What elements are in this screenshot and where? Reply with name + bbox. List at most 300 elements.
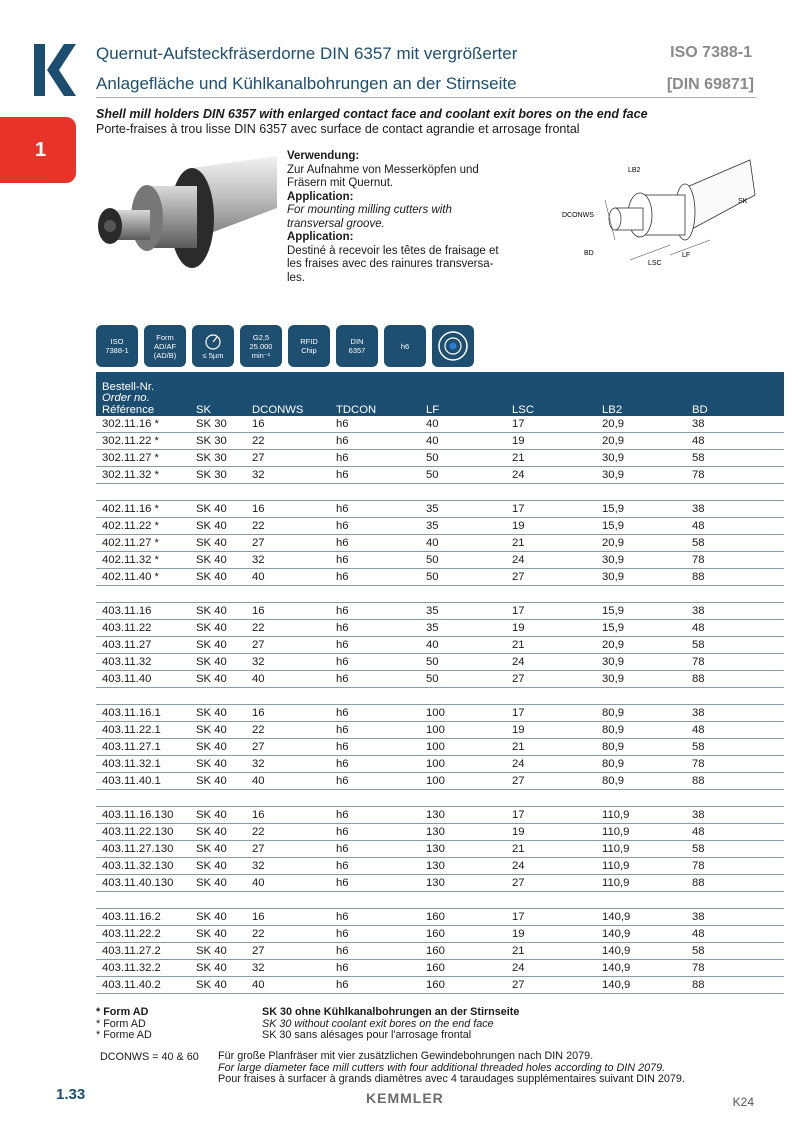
rfid-icon: RFID Chip: [288, 325, 330, 367]
table-cell: 38: [686, 603, 784, 620]
table-cell: h6: [330, 977, 420, 994]
product-photo: [92, 148, 282, 278]
table-cell: 88: [686, 977, 784, 994]
product-table: [96, 372, 784, 994]
table-cell: SK 40: [190, 977, 246, 994]
table-cell: 21: [506, 739, 596, 756]
application-de-line2: Fräsern mit Quernut.: [287, 177, 394, 189]
table-cell: 15,9: [596, 603, 686, 620]
table-cell: 403.11.32.130: [96, 858, 190, 875]
table-row: [96, 501, 784, 518]
table-cell: SK 40: [190, 637, 246, 654]
tolerance-icon: h6: [384, 325, 426, 367]
header-divider: [96, 97, 756, 98]
table-cell: 110,9: [596, 824, 686, 841]
table-cell: 16: [246, 909, 330, 926]
application-fr-heading: Application:: [287, 231, 354, 243]
table-row: [96, 841, 784, 858]
table-cell: 100: [420, 773, 506, 790]
table-cell: h6: [330, 875, 420, 892]
table-cell: 15,9: [596, 620, 686, 637]
table-cell: h6: [330, 739, 420, 756]
table-cell: 32: [246, 467, 330, 484]
table-cell: 30,9: [596, 569, 686, 586]
table-cell: 40: [246, 773, 330, 790]
table-cell: 403.11.27.1: [96, 739, 190, 756]
standard-iso: ISO 7388-1: [670, 44, 752, 61]
table-cell: 32: [246, 756, 330, 773]
table-cell: 30,9: [596, 467, 686, 484]
table-cell: 403.11.22: [96, 620, 190, 637]
table-cell: h6: [330, 773, 420, 790]
application-de-heading: Verwendung:: [287, 150, 360, 162]
table-cell: h6: [330, 841, 420, 858]
brand-name: KEMMLER: [366, 1090, 444, 1106]
application-fr-line2: les fraises avec des rainures transversa-: [287, 258, 494, 270]
table-row: [96, 926, 784, 943]
table-cell: 402.11.22 *: [96, 518, 190, 535]
table-cell: 27: [506, 671, 596, 688]
table-cell: 16: [246, 501, 330, 518]
page-title-line2: Anlagefläche und Kühlkanalbohrungen an der Stirnseite: [96, 74, 517, 93]
table-cell: 38: [686, 807, 784, 824]
table-cell: 40: [246, 671, 330, 688]
table-cell: SK 40: [190, 841, 246, 858]
table-row: [96, 960, 784, 977]
table-cell: 35: [420, 603, 506, 620]
table-cell: 20,9: [596, 433, 686, 450]
table-cell: SK 40: [190, 926, 246, 943]
table-spacer: [96, 586, 784, 603]
table-row: [96, 467, 784, 484]
table-cell: 403.11.16.130: [96, 807, 190, 824]
table-cell: h6: [330, 722, 420, 739]
table-row: [96, 739, 784, 756]
table-cell: 40: [420, 535, 506, 552]
table-cell: 302.11.27 *: [96, 450, 190, 467]
table-cell: SK 40: [190, 654, 246, 671]
table-cell: 58: [686, 943, 784, 960]
application-en-line2: transversal groove.: [287, 217, 385, 230]
standard-din: [DIN 69871]: [666, 76, 754, 93]
table-cell: 24: [506, 654, 596, 671]
page-title-line1: Quernut-Aufsteckfräserdorne DIN 6357 mit vergrößerter: [96, 44, 518, 63]
table-cell: 50: [420, 671, 506, 688]
table-cell: 140,9: [596, 909, 686, 926]
table-row: [96, 637, 784, 654]
table-cell: 48: [686, 926, 784, 943]
drawing-label-dconws: DCONWS: [562, 212, 594, 219]
table-cell: 402.11.32 *: [96, 552, 190, 569]
table-cell: 27: [246, 535, 330, 552]
table-spacer: [96, 688, 784, 705]
table-cell: 35: [420, 501, 506, 518]
table-cell: 17: [506, 416, 596, 433]
table-cell: SK 40: [190, 960, 246, 977]
table-cell: 78: [686, 654, 784, 671]
table-cell: 20,9: [596, 416, 686, 433]
runout-icon: ≤ 5µm: [192, 325, 234, 367]
table-cell: 40: [246, 977, 330, 994]
table-cell: 110,9: [596, 858, 686, 875]
table-cell: 19: [506, 722, 596, 739]
table-cell: SK 30: [190, 467, 246, 484]
col-lf: LF: [420, 372, 506, 416]
table-cell: 27: [506, 977, 596, 994]
table-cell: 22: [246, 433, 330, 450]
table-cell: SK 40: [190, 569, 246, 586]
table-row: [96, 722, 784, 739]
table-cell: h6: [330, 926, 420, 943]
application-fr-line1: Destiné à recevoir les têtes de fraisage et: [287, 244, 499, 257]
table-cell: 88: [686, 671, 784, 688]
table-cell: 50: [420, 467, 506, 484]
table-cell: 27: [506, 773, 596, 790]
application-en-heading: Application:: [287, 190, 354, 203]
table-cell: 24: [506, 756, 596, 773]
table-cell: SK 40: [190, 943, 246, 960]
table-cell: 88: [686, 875, 784, 892]
drawing-label-sk: SK: [738, 198, 748, 205]
table-cell: 48: [686, 433, 784, 450]
table-cell: 19: [506, 620, 596, 637]
table-cell: h6: [330, 501, 420, 518]
table-cell: 22: [246, 824, 330, 841]
table-cell: 130: [420, 841, 506, 858]
table-cell: 15,9: [596, 501, 686, 518]
table-cell: 403.11.40.1: [96, 773, 190, 790]
table-cell: 403.11.40.2: [96, 977, 190, 994]
table-cell: 38: [686, 501, 784, 518]
table-row: [96, 671, 784, 688]
table-cell: 403.11.27: [96, 637, 190, 654]
dconws-note: Für große Planfräser mit vier zusätzlichen Gewindebohrungen nach DIN 2079. For large diameter face mill cutters with four additional threaded holes according to DIN 2079. Pour fraises à surfacer à grands diamètres avec 4 taraudages supplémentaires suivant DIN 2079.: [218, 1050, 685, 1085]
table-cell: 100: [420, 722, 506, 739]
table-cell: 24: [506, 960, 596, 977]
table-cell: 30,9: [596, 671, 686, 688]
page-number: 1.33: [56, 1086, 86, 1103]
table-cell: 16: [246, 705, 330, 722]
table-cell: 160: [420, 926, 506, 943]
table-cell: 50: [420, 569, 506, 586]
table-cell: 21: [506, 450, 596, 467]
table-cell: SK 40: [190, 739, 246, 756]
table-cell: 403.11.27.130: [96, 841, 190, 858]
table-header: Bestell-Nr. Order no. Référence SK DCONWS TDCON LF LSC LB2 BD: [96, 372, 784, 416]
table-row: [96, 654, 784, 671]
table-row: [96, 620, 784, 637]
table-cell: 140,9: [596, 977, 686, 994]
table-cell: 100: [420, 756, 506, 773]
table-cell: h6: [330, 450, 420, 467]
table-cell: 100: [420, 739, 506, 756]
table-cell: 403.11.16.2: [96, 909, 190, 926]
table-cell: 19: [506, 926, 596, 943]
table-cell: 22: [246, 620, 330, 637]
table-cell: 40: [420, 416, 506, 433]
table-cell: h6: [330, 552, 420, 569]
table-cell: 19: [506, 518, 596, 535]
table-cell: h6: [330, 637, 420, 654]
table-cell: 130: [420, 875, 506, 892]
table-cell: 110,9: [596, 841, 686, 858]
table-row: [96, 807, 784, 824]
table-cell: 24: [506, 467, 596, 484]
table-row: [96, 875, 784, 892]
table-cell: SK 40: [190, 722, 246, 739]
dconws-note-label: DCONWS = 40 & 60: [100, 1051, 199, 1063]
table-cell: 17: [506, 501, 596, 518]
table-cell: 160: [420, 909, 506, 926]
col-lb2: LB2: [596, 372, 686, 416]
table-cell: 16: [246, 807, 330, 824]
table-cell: 15,9: [596, 518, 686, 535]
table-cell: h6: [330, 654, 420, 671]
table-row: [96, 416, 784, 433]
table-row: [96, 858, 784, 875]
table-cell: 20,9: [596, 637, 686, 654]
table-cell: 58: [686, 637, 784, 654]
table-cell: 88: [686, 773, 784, 790]
table-cell: 22: [246, 518, 330, 535]
table-cell: 48: [686, 620, 784, 637]
table-cell: 48: [686, 518, 784, 535]
table-cell: h6: [330, 858, 420, 875]
table-spacer: [96, 790, 784, 807]
table-cell: SK 40: [190, 858, 246, 875]
table-cell: 58: [686, 535, 784, 552]
table-row: [96, 943, 784, 960]
table-cell: h6: [330, 603, 420, 620]
table-row: [96, 773, 784, 790]
table-cell: 160: [420, 977, 506, 994]
table-cell: SK 40: [190, 875, 246, 892]
table-cell: 38: [686, 416, 784, 433]
table-cell: SK 40: [190, 773, 246, 790]
application-de-line1: Zur Aufnahme von Messerköpfen und: [287, 163, 479, 176]
table-cell: 48: [686, 722, 784, 739]
table-cell: 17: [506, 909, 596, 926]
application-en-line1: For mounting milling cutters with: [287, 204, 452, 216]
table-cell: 27: [246, 841, 330, 858]
table-cell: SK 40: [190, 535, 246, 552]
table-cell: h6: [330, 909, 420, 926]
notes-form: * Form AD * Form AD * Forme AD: [96, 1006, 152, 1041]
din-icon: DIN 6357: [336, 325, 378, 367]
drawing-label-bd: BD: [584, 250, 594, 257]
table-cell: 78: [686, 552, 784, 569]
table-cell: 403.11.27.2: [96, 943, 190, 960]
table-cell: 21: [506, 943, 596, 960]
table-cell: SK 40: [190, 807, 246, 824]
col-lsc: LSC: [506, 372, 596, 416]
table-cell: 110,9: [596, 807, 686, 824]
coolant-icon: [432, 325, 474, 367]
table-cell: 24: [506, 858, 596, 875]
table-cell: 38: [686, 705, 784, 722]
table-cell: 40: [246, 569, 330, 586]
table-cell: 27: [246, 739, 330, 756]
table-cell: 21: [506, 637, 596, 654]
table-cell: 140,9: [596, 926, 686, 943]
table-cell: 80,9: [596, 773, 686, 790]
table-cell: h6: [330, 433, 420, 450]
section-tab-label: 1: [35, 139, 47, 161]
table-cell: SK 40: [190, 909, 246, 926]
table-cell: 302.11.22 *: [96, 433, 190, 450]
table-cell: h6: [330, 569, 420, 586]
notes-sk30: SK 30 ohne Kühlkanalbohrungen an der Stirnseite SK 30 without coolant exit bores on the end face SK 30 sans alésages pour l'arrosage frontal: [262, 1006, 520, 1041]
drawing-label-lb2: LB2: [628, 167, 641, 174]
table-cell: 17: [506, 807, 596, 824]
table-cell: 58: [686, 841, 784, 858]
drawing-label-lsc: LSC: [648, 260, 662, 267]
table-cell: 403.11.22.2: [96, 926, 190, 943]
col-dconws: DCONWS: [246, 372, 330, 416]
col-bd: BD: [686, 372, 784, 416]
table-cell: 302.11.32 *: [96, 467, 190, 484]
table-cell: SK 40: [190, 824, 246, 841]
table-cell: h6: [330, 416, 420, 433]
table-row: [96, 603, 784, 620]
table-cell: h6: [330, 705, 420, 722]
table-cell: 32: [246, 858, 330, 875]
table-spacer: [96, 484, 784, 501]
table-cell: 402.11.40 *: [96, 569, 190, 586]
table-cell: 140,9: [596, 960, 686, 977]
form-icon: Form AD/AF (AD/B): [144, 325, 186, 367]
table-cell: 403.11.32.1: [96, 756, 190, 773]
table-cell: 35: [420, 620, 506, 637]
table-row: [96, 909, 784, 926]
table-cell: 58: [686, 739, 784, 756]
table-cell: SK 40: [190, 501, 246, 518]
table-cell: 24: [506, 552, 596, 569]
table-cell: 48: [686, 824, 784, 841]
table-cell: 22: [246, 722, 330, 739]
table-cell: 80,9: [596, 739, 686, 756]
table-cell: 403.11.32: [96, 654, 190, 671]
table-cell: 16: [246, 416, 330, 433]
subtitle-en: Shell mill holders DIN 6357 with enlarged contact face and coolant exit bores on the end face: [96, 107, 648, 121]
table-cell: 100: [420, 705, 506, 722]
table-cell: 403.11.16.1: [96, 705, 190, 722]
table-cell: 403.11.16: [96, 603, 190, 620]
table-row: [96, 569, 784, 586]
table-cell: 403.11.40: [96, 671, 190, 688]
table-cell: 403.11.22.1: [96, 722, 190, 739]
table-cell: 88: [686, 569, 784, 586]
table-cell: SK 40: [190, 518, 246, 535]
table-cell: h6: [330, 807, 420, 824]
table-cell: SK 40: [190, 620, 246, 637]
application-text: [287, 150, 527, 285]
table-cell: 50: [420, 654, 506, 671]
table-cell: 58: [686, 450, 784, 467]
table-cell: SK 40: [190, 705, 246, 722]
table-cell: 402.11.27 *: [96, 535, 190, 552]
table-cell: 27: [246, 943, 330, 960]
table-cell: 30,9: [596, 552, 686, 569]
table-cell: 32: [246, 552, 330, 569]
table-cell: 40: [246, 875, 330, 892]
catalog-code: K24: [732, 1095, 754, 1109]
table-cell: 38: [686, 909, 784, 926]
application-fr-line3: les.: [287, 271, 305, 284]
table-cell: SK 40: [190, 756, 246, 773]
table-row: [96, 824, 784, 841]
table-row: [96, 552, 784, 569]
table-cell: 19: [506, 824, 596, 841]
table-cell: 160: [420, 943, 506, 960]
balance-icon: G2,5 25.000 min⁻¹: [240, 325, 282, 367]
section-tab[interactable]: [0, 117, 76, 183]
table-cell: 27: [506, 569, 596, 586]
table-cell: 32: [246, 654, 330, 671]
table-cell: h6: [330, 960, 420, 977]
table-cell: 30,9: [596, 450, 686, 467]
table-cell: 403.11.32.2: [96, 960, 190, 977]
table-cell: 22: [246, 926, 330, 943]
table-cell: 30,9: [596, 654, 686, 671]
table-cell: h6: [330, 671, 420, 688]
table-row: [96, 756, 784, 773]
table-cell: SK 30: [190, 433, 246, 450]
table-cell: 80,9: [596, 722, 686, 739]
table-cell: 21: [506, 535, 596, 552]
kemmler-logo: [34, 44, 76, 96]
table-cell: 403.11.22.130: [96, 824, 190, 841]
table-cell: 40: [420, 433, 506, 450]
table-cell: SK 30: [190, 450, 246, 467]
table-cell: h6: [330, 756, 420, 773]
col-tdcon: TDCON: [330, 372, 420, 416]
table-cell: 50: [420, 450, 506, 467]
table-row: [96, 450, 784, 467]
table-cell: 19: [506, 433, 596, 450]
technical-drawing: [560, 150, 785, 280]
table-cell: 80,9: [596, 756, 686, 773]
table-cell: 130: [420, 824, 506, 841]
table-cell: SK 30: [190, 416, 246, 433]
table-cell: 130: [420, 807, 506, 824]
table-cell: 16: [246, 603, 330, 620]
table-cell: 27: [506, 875, 596, 892]
table-cell: SK 40: [190, 671, 246, 688]
table-row: [96, 705, 784, 722]
table-cell: 80,9: [596, 705, 686, 722]
table-cell: SK 40: [190, 603, 246, 620]
table-row: [96, 535, 784, 552]
table-spacer: [96, 892, 784, 909]
table-cell: h6: [330, 518, 420, 535]
table-cell: 403.11.40.130: [96, 875, 190, 892]
table-cell: 17: [506, 603, 596, 620]
table-cell: 40: [420, 637, 506, 654]
table-cell: 78: [686, 756, 784, 773]
table-cell: 160: [420, 960, 506, 977]
table-cell: 302.11.16 *: [96, 416, 190, 433]
table-cell: 402.11.16 *: [96, 501, 190, 518]
table-cell: 17: [506, 705, 596, 722]
table-cell: h6: [330, 535, 420, 552]
table-cell: 78: [686, 960, 784, 977]
iso-icon: ISO 7388-1: [96, 325, 138, 367]
table-cell: h6: [330, 620, 420, 637]
table-cell: 35: [420, 518, 506, 535]
table-row: [96, 433, 784, 450]
table-cell: SK 40: [190, 552, 246, 569]
